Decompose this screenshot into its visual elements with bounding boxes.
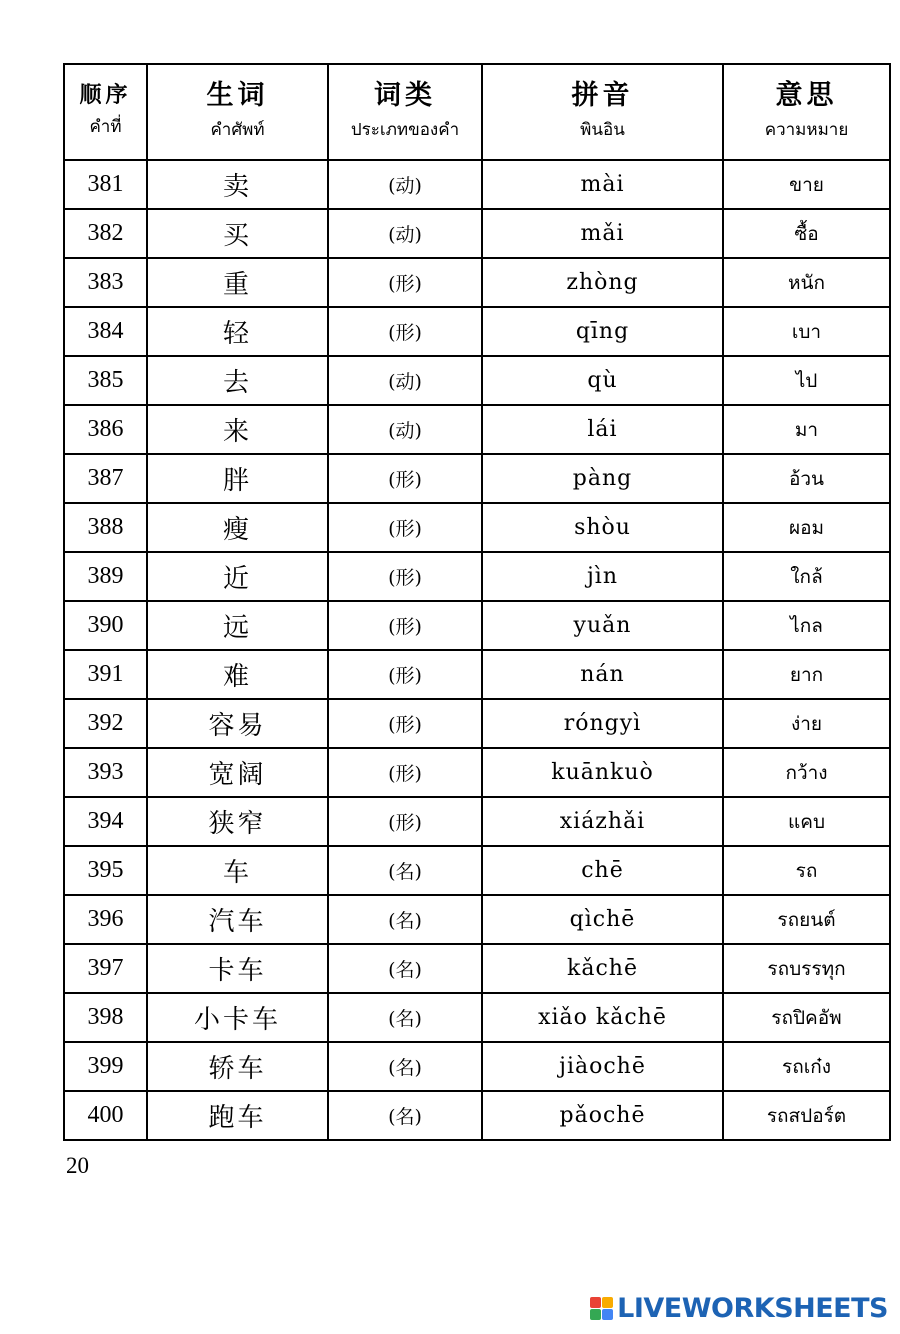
cell-number: 400 <box>64 1091 147 1140</box>
cell-word: 轿车 <box>147 1042 328 1091</box>
cell-part-of-speech: (名) <box>328 1042 482 1091</box>
cell-meaning: รถยนต์ <box>723 895 890 944</box>
cell-pinyin: mǎi <box>482 209 723 258</box>
cell-pinyin: chē <box>482 846 723 895</box>
cell-word: 胖 <box>147 454 328 503</box>
table-row <box>64 944 890 993</box>
cell-meaning: หนัก <box>723 258 890 307</box>
header-meaning-th: ความหมาย <box>764 119 849 140</box>
header-order-zh: 顺序 <box>79 83 132 109</box>
cell-number: 390 <box>64 601 147 650</box>
cell-number: 381 <box>64 160 147 209</box>
header-word <box>147 64 328 160</box>
cell-word: 难 <box>147 650 328 699</box>
cell-pinyin: qìchē <box>482 895 723 944</box>
cell-part-of-speech: (名) <box>328 895 482 944</box>
cell-pinyin: kǎchē <box>482 944 723 993</box>
cell-part-of-speech: (动) <box>328 356 482 405</box>
cell-number: 386 <box>64 405 147 454</box>
cell-part-of-speech: (形) <box>328 307 482 356</box>
cell-pinyin: zhòng <box>482 258 723 307</box>
header-order-th: คำที่ <box>89 116 122 137</box>
liveworksheets-logo-icon <box>590 1297 613 1320</box>
cell-number: 397 <box>64 944 147 993</box>
cell-number: 392 <box>64 699 147 748</box>
table-row <box>64 258 890 307</box>
cell-number: 387 <box>64 454 147 503</box>
cell-part-of-speech: (形) <box>328 650 482 699</box>
cell-number: 391 <box>64 650 147 699</box>
cell-meaning: รถปิคอัพ <box>723 993 890 1042</box>
cell-part-of-speech: (动) <box>328 209 482 258</box>
cell-meaning: มา <box>723 405 890 454</box>
table-row <box>64 601 890 650</box>
table-row <box>64 209 890 258</box>
cell-word: 来 <box>147 405 328 454</box>
logo-square-2 <box>602 1297 613 1308</box>
header-pinyin-zh: 拼音 <box>571 80 634 112</box>
table-row <box>64 356 890 405</box>
cell-part-of-speech: (形) <box>328 454 482 503</box>
page-number: 20 <box>66 1153 89 1178</box>
cell-meaning: รถสปอร์ต <box>723 1091 890 1140</box>
cell-part-of-speech: (形) <box>328 503 482 552</box>
cell-meaning: รถ <box>723 846 890 895</box>
cell-meaning: รถเก๋ง <box>723 1042 890 1091</box>
table-row <box>64 405 890 454</box>
cell-part-of-speech: (形) <box>328 258 482 307</box>
cell-word: 重 <box>147 258 328 307</box>
cell-word: 跑车 <box>147 1091 328 1140</box>
cell-pinyin: lái <box>482 405 723 454</box>
cell-number: 384 <box>64 307 147 356</box>
cell-number: 394 <box>64 797 147 846</box>
cell-word: 卡车 <box>147 944 328 993</box>
table-body <box>64 160 890 1140</box>
cell-meaning: รถบรรทุก <box>723 944 890 993</box>
cell-meaning: ขาย <box>723 160 890 209</box>
cell-number: 385 <box>64 356 147 405</box>
cell-meaning: อ้วน <box>723 454 890 503</box>
cell-part-of-speech: (动) <box>328 160 482 209</box>
cell-number: 396 <box>64 895 147 944</box>
cell-part-of-speech: (动) <box>328 405 482 454</box>
cell-pinyin: kuānkuò <box>482 748 723 797</box>
cell-word: 容易 <box>147 699 328 748</box>
cell-word: 宽阔 <box>147 748 328 797</box>
table-row <box>64 160 890 209</box>
cell-word: 卖 <box>147 160 328 209</box>
header-word-th: คำศัพท์ <box>210 119 265 140</box>
cell-pinyin: jiàochē <box>482 1042 723 1091</box>
header-pinyin <box>482 64 723 160</box>
table-row <box>64 503 890 552</box>
table-row <box>64 454 890 503</box>
cell-word: 去 <box>147 356 328 405</box>
cell-number: 382 <box>64 209 147 258</box>
cell-part-of-speech: (名) <box>328 846 482 895</box>
cell-word: 远 <box>147 601 328 650</box>
cell-word: 车 <box>147 846 328 895</box>
cell-pinyin: nán <box>482 650 723 699</box>
cell-number: 395 <box>64 846 147 895</box>
cell-word: 小卡车 <box>147 993 328 1042</box>
logo-square-3 <box>590 1309 601 1320</box>
table-row <box>64 993 890 1042</box>
cell-meaning: ใกล้ <box>723 552 890 601</box>
cell-meaning: เบา <box>723 307 890 356</box>
cell-number: 388 <box>64 503 147 552</box>
cell-meaning: กว้าง <box>723 748 890 797</box>
header-pos <box>328 64 482 160</box>
cell-number: 399 <box>64 1042 147 1091</box>
cell-word: 买 <box>147 209 328 258</box>
table-row <box>64 650 890 699</box>
cell-number: 393 <box>64 748 147 797</box>
cell-part-of-speech: (形) <box>328 699 482 748</box>
table-row <box>64 846 890 895</box>
header-meaning-zh: 意思 <box>775 80 838 112</box>
cell-word: 近 <box>147 552 328 601</box>
cell-meaning: ไกล <box>723 601 890 650</box>
brand-name: LIVEWORKSHEETS <box>617 1293 888 1324</box>
cell-number: 389 <box>64 552 147 601</box>
cell-word: 狭窄 <box>147 797 328 846</box>
cell-pinyin: xiázhǎi <box>482 797 723 846</box>
cell-meaning: ซื้อ <box>723 209 890 258</box>
liveworksheets-brand <box>590 1293 888 1324</box>
cell-meaning: แคบ <box>723 797 890 846</box>
header-pos-zh: 词类 <box>374 80 436 112</box>
table-row <box>64 797 890 846</box>
cell-pinyin: mài <box>482 160 723 209</box>
cell-word: 轻 <box>147 307 328 356</box>
cell-pinyin: jìn <box>482 552 723 601</box>
cell-part-of-speech: (形) <box>328 748 482 797</box>
header-pos-th: ประเภทของคำ <box>350 119 460 140</box>
header-pinyin-th: พินอิน <box>580 119 625 140</box>
header-meaning <box>723 64 890 160</box>
cell-pinyin: yuǎn <box>482 601 723 650</box>
cell-pinyin: qīng <box>482 307 723 356</box>
cell-part-of-speech: (形) <box>328 552 482 601</box>
cell-word: 瘦 <box>147 503 328 552</box>
table-row <box>64 748 890 797</box>
logo-square-4 <box>602 1309 613 1320</box>
cell-number: 383 <box>64 258 147 307</box>
table-row <box>64 307 890 356</box>
cell-pinyin: shòu <box>482 503 723 552</box>
cell-number: 398 <box>64 993 147 1042</box>
table-row <box>64 552 890 601</box>
cell-pinyin: pǎochē <box>482 1091 723 1140</box>
cell-pinyin: pàng <box>482 454 723 503</box>
cell-pinyin: róngyì <box>482 699 723 748</box>
cell-meaning: ไป <box>723 356 890 405</box>
table-row <box>64 1042 890 1091</box>
cell-part-of-speech: (名) <box>328 993 482 1042</box>
table-row <box>64 699 890 748</box>
vocabulary-table <box>63 63 891 1141</box>
cell-part-of-speech: (名) <box>328 944 482 993</box>
cell-word: 汽车 <box>147 895 328 944</box>
logo-square-1 <box>590 1297 601 1308</box>
cell-meaning: ง่าย <box>723 699 890 748</box>
cell-part-of-speech: (形) <box>328 601 482 650</box>
cell-part-of-speech: (形) <box>328 797 482 846</box>
cell-meaning: ยาก <box>723 650 890 699</box>
table-row <box>64 895 890 944</box>
header-order <box>64 64 147 160</box>
table-header-row <box>64 64 890 160</box>
cell-meaning: ผอม <box>723 503 890 552</box>
cell-part-of-speech: (名) <box>328 1091 482 1140</box>
header-word-zh: 生词 <box>206 80 269 112</box>
cell-pinyin: qù <box>482 356 723 405</box>
cell-pinyin: xiǎo kǎchē <box>482 993 723 1042</box>
table-row <box>64 1091 890 1140</box>
